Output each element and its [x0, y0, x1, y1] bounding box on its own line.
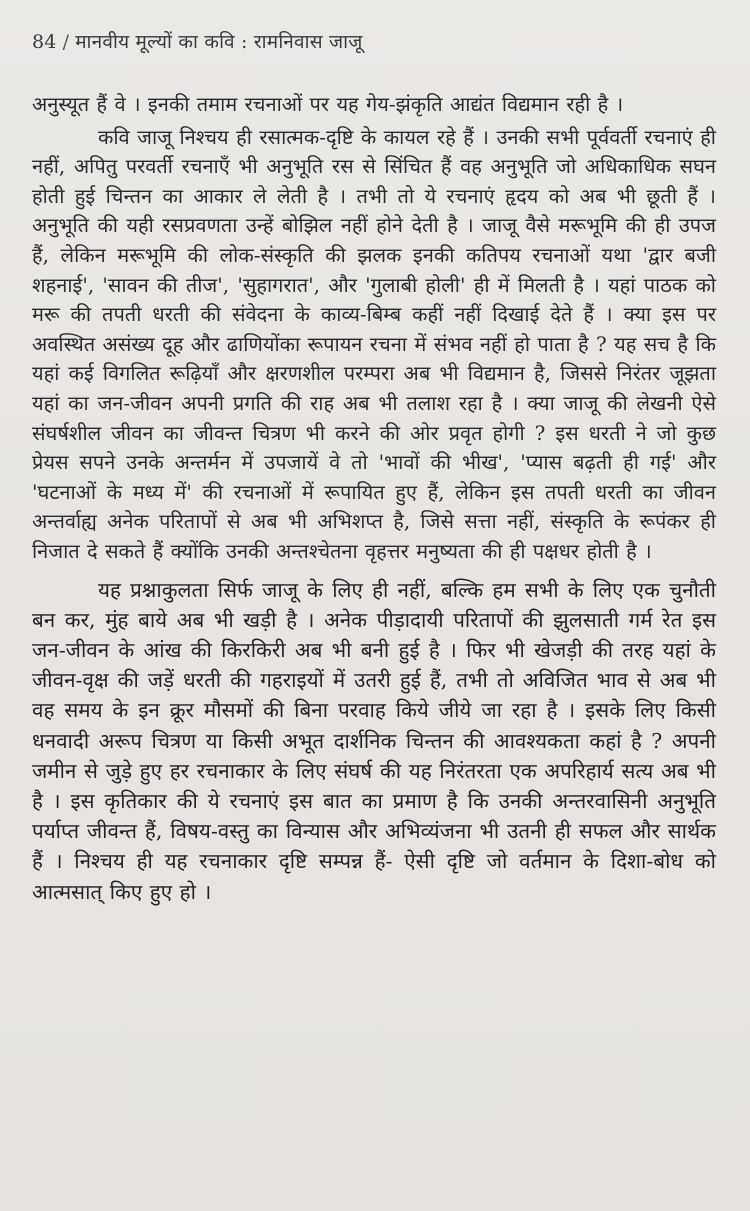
running-header [32, 28, 716, 56]
running-title: मानवीय मूल्यों का कवि : रामनिवास जाजू [75, 31, 363, 53]
paragraph-rasatmak-drishti: कवि जाजू निश्चय ही रसात्मक-दृष्टि के कायल रहे हैं । उनकी सभी पूर्ववर्ती रचनाएं ही नहीं, अपितु परवर्ती रचनाएँ भी अनुभूति रस से सिंचित हैं वह अनुभूति जो अधिकाधिक सघन होती हुई चिन्तन का आकार ले लेती है । तभी तो ये रचनाएं हृदय को अब भी छूती हैं । अनुभूति की यही रसप्रवणता उन्हें बोझिल नहीं होने देती है । जाजू वैसे मरूभूमि की ही उपज हैं, लेकिन मरूभूमि की लोक-संस्कृति की झलक इनकी कतिपय रचनाओं यथा 'द्वार बजी शहनाई', 'सावन की तीज', 'सुहागरात', और 'गुलाबी होली' ही में मिलती है । यहां पाठक को मरू की तपती धरती की संवेदना के काव्य-बिम्ब कहीं नहीं दिखाई देते हैं । क्या इस पर अवस्थित असंख्य दूह और ढाणियोंका रूपायन रचना में संभव नहीं हो पाता है ? यह सच है कि यहां कई विगलित रूढ़ियाँ और क्षरणशील परम्परा अब भी विद्यमान है, जिससे निरंतर जूझता यहां का जन-जीवन अपनी प्रगति की राह अब भी तलाश रहा है । क्या जाजू की लेखनी ऐसे संघर्षशील जीवन का जीवन्त चित्रण भी करने की ओर प्रवृत होगी ? इस धरती ने जो कुछ प्रेयस सपने उनके अन्तर्मन में उपजायें वे तो 'भावों की भीख', 'प्यास बढ़ती ही गई' और 'घटनाओं के मध्य में' की रचनाओं में रूपायित हुए हैं, लेकिन इस तपती धरती का जीवन अन्तर्वाह्य अनेक परितापों से अब भी अभिशप्त है, जिसे सत्ता नहीं, संस्कृति के रूपंकर ही निजात दे सकते हैं क्योंकि उनकी अन्तश्चेतना वृहत्तर मनुष्यता की ही पक्षधर होती है । [32, 124, 716, 563]
header-separator: / [62, 31, 70, 53]
paragraph-continued: अनुस्यूत हैं वे । इनकी तमाम रचनाओं पर यह गेय-झंकृति आद्यंत विद्यमान रही है । [32, 92, 624, 116]
paragraph-prashnakulta: यह प्रश्नाकुलता सिर्फ जाजू के लिए ही नहीं, बल्कि हम सभी के लिए एक चुनौती बन कर, मुंह बाये अब भी खड़ी है । अनेक पीड़ादायी परितापों की झुलसाती गर्म रेत इस जन-जीवन के आंख की किरकिरी अब भी बनी हुई है । फिर भी खेजड़ी की तरह यहां के जीवन-वृक्ष की जड़ें धरती की गहराइयों में उतरी हुई हैं, तभी तो अविजित भाव से अब भी वह समय के इन क्रूर मौसमों की बिना परवाह किये जीये जा रहा है । इसके लिए किसी धनवादी अरूप चित्रण या किसी अभूत दार्शनिक चिन्तन की आवश्यकता कहां है ? अपनी जमीन से जुड़े हुए हर रचनाकार के लिए संघर्ष की यह निरंतरता एक अपरिहार्य सत्य अब भी है । इस कृतिकार की ये रचनाएं इस बात का प्रमाण है कि उनकी अन्तरवासिनी अनुभूति पर्याप्त जीवन्त हैं, विषय-वस्तु का विन्यास और अभिव्यंजना भी उतनी ही सफल और सार्थक हैं । निश्चय ही यह रचनाकार दृष्टि सम्पन्न हैं- ऐसी दृष्टि जो वर्तमान के दिशा-बोध को आत्मसात् किए हुए हो । [32, 577, 716, 904]
page-number: 84 [32, 31, 57, 53]
body-text [32, 90, 716, 907]
